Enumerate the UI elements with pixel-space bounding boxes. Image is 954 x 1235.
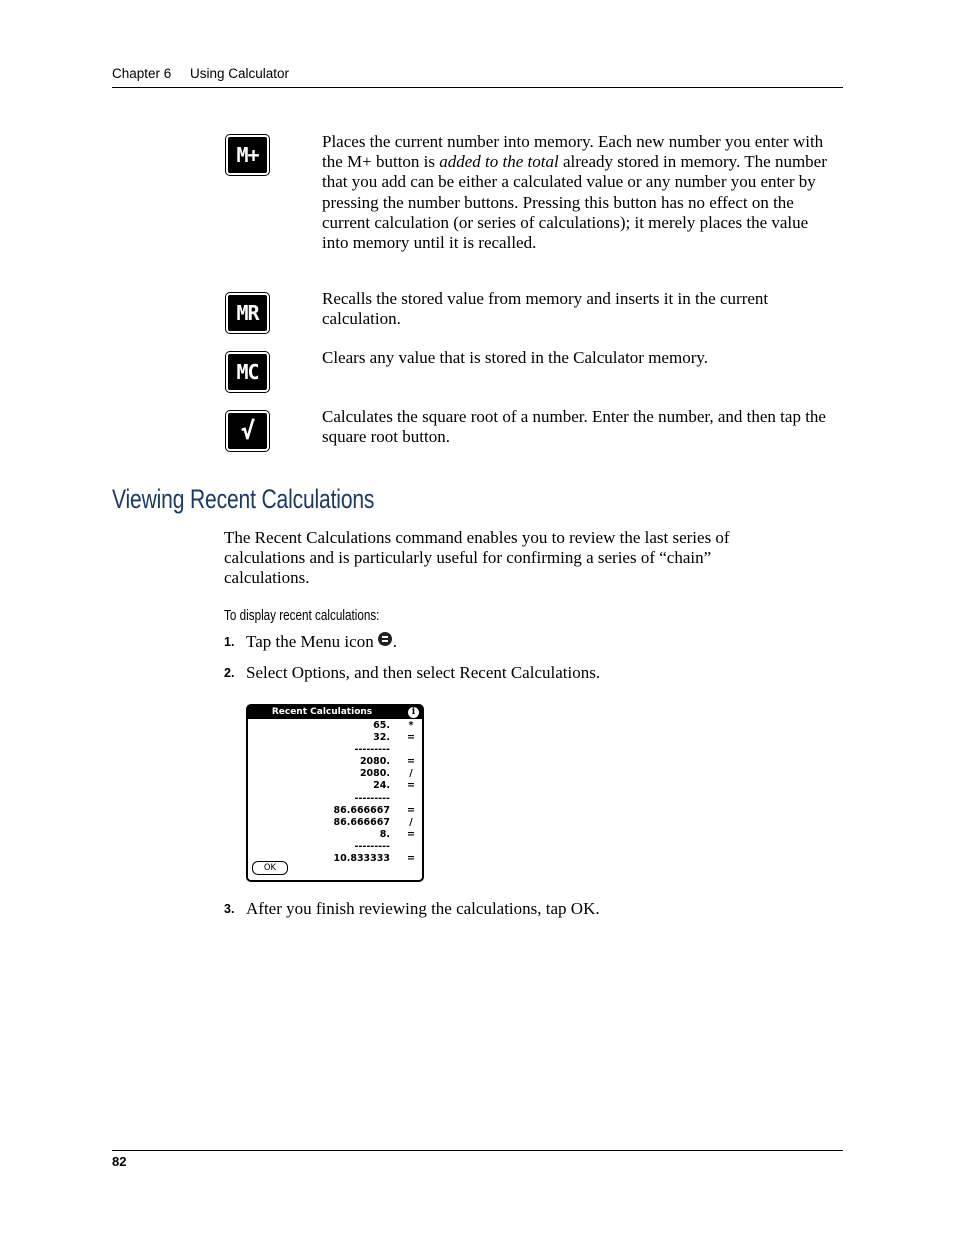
calculation-row — [248, 768, 422, 780]
screen-title: Recent Calculations — [248, 706, 422, 719]
step-text — [246, 632, 397, 652]
calculation-value: 65. — [373, 720, 390, 731]
calculation-row — [248, 744, 422, 756]
ok-button[interactable]: OK — [252, 861, 288, 875]
calculation-value: --------- — [354, 792, 390, 804]
calculation-row — [248, 756, 422, 768]
memory-clear-icon — [226, 352, 269, 392]
section-heading: Viewing Recent Calculations — [112, 484, 375, 514]
calculation-value: 24. — [373, 780, 390, 792]
step-text-part: . — [392, 632, 397, 651]
calculation-row — [248, 793, 422, 805]
step-text-part: Tap the Menu icon — [246, 632, 374, 651]
desc-text: Places the current number into memory. Each new number you enter with the M+ button is — [322, 132, 824, 172]
calculation-operator: = — [407, 780, 415, 792]
step-text: After you finish reviewing the calculations, tap OK. — [246, 899, 600, 918]
calculation-value: 10.833333 — [333, 853, 390, 865]
calculation-operator: / — [409, 768, 413, 780]
calculation-operator: = — [407, 732, 415, 744]
memory-plus-description — [322, 132, 832, 253]
desc-emphasis: added to the total — [439, 152, 559, 172]
calculation-row — [248, 720, 422, 732]
memory-recall-icon — [226, 293, 269, 333]
calculation-row — [248, 841, 422, 853]
calculation-row — [248, 829, 422, 841]
square-root-description: Calculates the square root of a number. Enter the number, and then tap the square root button. — [322, 407, 826, 447]
calculation-operator: = — [407, 853, 415, 865]
calculation-operator: / — [409, 816, 413, 828]
calculation-value: --------- — [354, 840, 390, 852]
memory-clear-description: Clears any value that is stored in the Calculator memory. — [322, 348, 709, 367]
memory-recall-icon-label: MR — [236, 301, 259, 325]
step-text: Select Options, and then select Recent Calculations. — [246, 663, 601, 682]
step-number: 2. — [224, 666, 235, 680]
calculation-row — [248, 817, 422, 829]
calculation-operator: = — [407, 804, 415, 816]
chapter-title: Using Calculator — [190, 66, 290, 81]
procedure-heading: To display recent calculations: — [224, 607, 380, 624]
calculation-value: 86.666667 — [333, 804, 390, 816]
info-icon[interactable]: i — [408, 707, 419, 718]
calculation-value: 32. — [373, 732, 390, 744]
calculation-operator: = — [407, 756, 415, 768]
page-number: 82 — [112, 1154, 127, 1169]
page-header — [112, 65, 843, 88]
calculation-operator: * — [408, 720, 414, 731]
menu-icon — [378, 632, 392, 646]
recent-calculations-screen — [246, 704, 424, 882]
chapter-label: Chapter 6 — [112, 66, 172, 81]
calculation-row — [248, 805, 422, 817]
step-number: 1. — [224, 635, 235, 649]
page-footer — [112, 1150, 843, 1169]
calculation-value: 86.666667 — [333, 816, 390, 828]
calculation-operator: = — [407, 828, 415, 840]
calculation-value: 2080. — [359, 756, 390, 768]
calculation-value: 2080. — [359, 768, 390, 780]
section-paragraph: The Recent Calculations command enables you to review the last series of calculations and is particularly useful for confirming a series of “chain” calculations. — [224, 528, 730, 588]
square-root-icon — [226, 411, 269, 451]
calculation-row — [248, 780, 422, 792]
step-number: 3. — [224, 902, 235, 916]
calculation-row — [248, 732, 422, 744]
calculation-list — [248, 720, 422, 865]
calculation-value: 8. — [379, 828, 390, 840]
memory-plus-icon — [226, 135, 269, 175]
memory-recall-description: Recalls the stored value from memory and inserts it in the current calculation. — [322, 289, 769, 329]
square-root-icon-label: √ — [240, 417, 255, 445]
memory-plus-icon-label: M+ — [236, 143, 259, 167]
desc-text: already stored in memory. The number that you add can be either a calculated value or any number you enter by pressing the number buttons. Pressing this button has no effect on the current calculation (or series of calculations); it merely places the value into memory until it is recalled. — [322, 152, 827, 253]
memory-clear-icon-label: MC — [236, 360, 259, 384]
calculation-value: --------- — [354, 744, 390, 756]
